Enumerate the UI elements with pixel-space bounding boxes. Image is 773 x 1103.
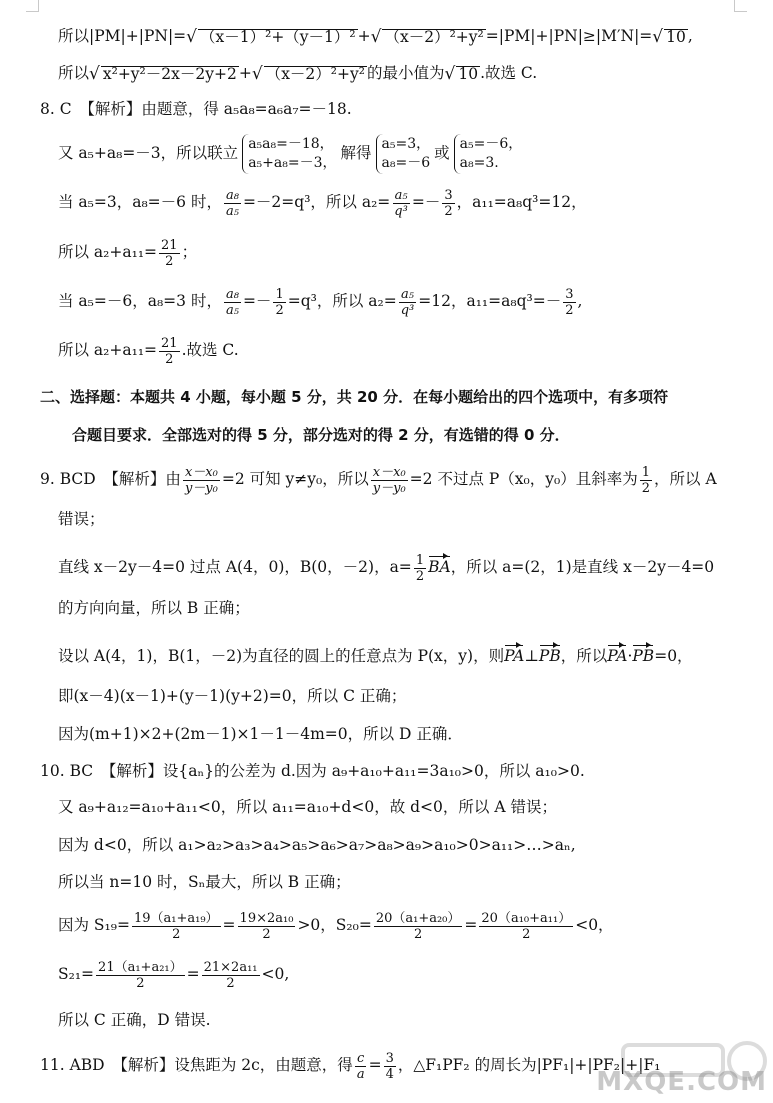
text-segment: =－2=q³，所以 a₂= bbox=[242, 193, 391, 212]
sqrt-content: （x－2）²+y² bbox=[265, 64, 365, 83]
fraction-denominator: 2 bbox=[565, 302, 574, 318]
equation-system bbox=[454, 134, 523, 174]
q8-heading bbox=[40, 93, 773, 127]
text-segment: 所以当 n=10 时，Sₙ最大，所以 B 正确； bbox=[58, 873, 351, 892]
text-segment: = bbox=[186, 965, 200, 984]
equation-system bbox=[242, 134, 336, 174]
fraction bbox=[479, 911, 573, 942]
fraction bbox=[183, 465, 220, 496]
text-segment: 所以|PM|+|PN|= bbox=[58, 27, 187, 46]
fraction-numerator: 20（a₁+a₂₀） bbox=[375, 910, 461, 926]
fraction-denominator: q³ bbox=[394, 203, 408, 219]
fraction bbox=[224, 188, 241, 219]
q8-case-2 bbox=[58, 282, 773, 322]
fraction bbox=[371, 465, 408, 496]
sqrt-sign: √ bbox=[444, 63, 456, 84]
text-segment: .故选 C. bbox=[480, 64, 538, 83]
fraction-denominator: 2 bbox=[444, 203, 453, 219]
q8-sum-1 bbox=[58, 234, 773, 272]
text-segment: 即(x－4)(x－1)+(y－1)(y+2)=0，所以 C 正确； bbox=[58, 687, 407, 706]
section-2-heading-cont bbox=[72, 418, 773, 452]
text-segment: ，所以 a=(2，1)是直线 x－2y－4=0 bbox=[450, 558, 715, 577]
fraction-numerator: a₈ bbox=[225, 187, 239, 203]
text-segment: 因为(m+1)×2+(2m－1)×1－1－4m=0，所以 D 正确． bbox=[58, 725, 463, 744]
text-segment: 所以 a₂+a₁₁= bbox=[58, 243, 158, 262]
q10-line-4 bbox=[58, 866, 773, 900]
fraction-numerator: 3 bbox=[444, 187, 453, 203]
text-segment: =12，a₁₁=a₈q³=－ bbox=[418, 292, 562, 311]
fraction-denominator: a₅ bbox=[225, 302, 239, 318]
q9-line-1 bbox=[40, 460, 773, 500]
sqrt-sign: √ bbox=[251, 63, 263, 84]
question-8-answer: 8. C 【解析】由题意，得 a₅a₈=a₆a₇=－18. bbox=[40, 100, 352, 119]
text-segment: =0， bbox=[654, 647, 693, 666]
fraction-numerator: 19×2a₁₀ bbox=[239, 910, 294, 926]
question-10-answer: 10. BC 【解析】设{aₙ}的公差为 d.因为 a₉+a₁₀+a₁₁=3a₁₀>0，所以 a₁₀>0. bbox=[40, 762, 585, 781]
text-segment: , bbox=[687, 27, 693, 46]
text-segment: <0, bbox=[261, 965, 290, 984]
text-segment: ，△F₁PF₂ 的周长为|PF₁|+|PF₂|+|F₁ bbox=[397, 1056, 661, 1075]
text-segment: 又 a₉+a₁₂=a₁₀+a₁₁<0，所以 a₁₁=a₁₀+d<0，故 d<0，所以 A 错误； bbox=[58, 798, 557, 817]
text-segment: 解得 bbox=[340, 144, 372, 163]
watermark-text: MXQE.COM bbox=[596, 1067, 767, 1097]
text-segment: 当 a₅=－6，a₈=3 时， bbox=[58, 292, 222, 311]
fraction-denominator: 2 bbox=[262, 926, 271, 942]
text-segment: 因为 S₁₉= bbox=[58, 916, 130, 935]
fraction-numerator: 3 bbox=[385, 1050, 394, 1066]
fraction-numerator: x－x₀ bbox=[184, 464, 218, 480]
text-segment: = bbox=[222, 916, 236, 935]
text-segment: 或 bbox=[434, 144, 450, 163]
fraction-numerator: 21（a₁+a₂₁） bbox=[98, 959, 183, 975]
text-segment: = bbox=[464, 916, 478, 935]
text-segment: =2 可知 y≠y₀，所以 bbox=[221, 470, 369, 489]
sqrt-sign: √ bbox=[652, 26, 664, 47]
question-11-answer: 11. ABD 【解析】设焦距为 2c，由题意，得 bbox=[40, 1056, 353, 1075]
fraction-numerator: 1 bbox=[641, 464, 651, 480]
fraction bbox=[442, 188, 454, 219]
system-row: a₅=－6， bbox=[459, 136, 523, 152]
section-heading-text: 合题目要求．全部选对的得 5 分，部分选对的得 2 分，有选错的得 0 分． bbox=[72, 425, 570, 444]
text-segment: 直线 x－2y－4=0 过点 A(4，0)，B(0，－2)，a= bbox=[58, 558, 412, 577]
text-segment: 所以 bbox=[58, 64, 90, 83]
vector-pa: PA bbox=[607, 647, 628, 666]
sqrt-sign: √ bbox=[370, 26, 382, 47]
q10-line-1 bbox=[40, 755, 773, 789]
crop-mark-top-right bbox=[734, 0, 747, 12]
q9-line-3 bbox=[58, 548, 773, 588]
text-segment: ； bbox=[181, 243, 198, 262]
text-segment: 又 a₅+a₈=－3，所以联立 bbox=[58, 144, 239, 163]
fraction bbox=[414, 553, 426, 584]
sqrt-content: 10 bbox=[458, 64, 479, 83]
fraction-denominator: 2 bbox=[136, 975, 145, 991]
system-row: a₅a₈=－18， bbox=[248, 136, 334, 152]
fraction-numerator: c bbox=[357, 1050, 365, 1066]
text-segment: =q³，所以 a₂= bbox=[287, 292, 397, 311]
fraction-denominator: 2 bbox=[522, 926, 531, 942]
fraction-numerator: x－x₀ bbox=[372, 464, 406, 480]
fraction bbox=[159, 336, 180, 367]
fraction-denominator: 2 bbox=[415, 568, 425, 584]
text-segment: =2 不过点 P（x₀，y₀）且斜率为 bbox=[409, 470, 638, 489]
q10-line-2 bbox=[58, 791, 773, 825]
fraction-numerator: a₅ bbox=[401, 286, 414, 302]
text-segment: 当 a₅=3，a₈=－6 时， bbox=[58, 193, 222, 212]
fraction bbox=[132, 911, 221, 942]
fraction bbox=[374, 911, 463, 942]
text-segment: =|PM|+|PN|≥|M′N|= bbox=[485, 27, 653, 46]
fraction-denominator: y－y₀ bbox=[372, 480, 406, 496]
fraction bbox=[224, 287, 241, 318]
text-segment: S₂₁= bbox=[58, 965, 95, 984]
system-row: a₅+a₈=－3， bbox=[248, 155, 337, 171]
text-segment: .故选 C. bbox=[181, 341, 239, 360]
vector-pb: PB bbox=[632, 647, 655, 666]
q9-line-7 bbox=[58, 718, 773, 752]
text-segment: ，所以 bbox=[560, 647, 608, 666]
sqrt-sign: √ bbox=[186, 26, 197, 47]
text-segment: ，a₁₁=a₈q³=12， bbox=[456, 193, 587, 212]
fraction-denominator: 4 bbox=[385, 1066, 394, 1082]
system-row: a₈=－6 bbox=[381, 155, 431, 171]
system-row: a₅=3， bbox=[381, 136, 431, 152]
q8-line-system bbox=[58, 134, 773, 174]
vector-pa: PA bbox=[504, 647, 525, 666]
q9-line-5 bbox=[58, 640, 773, 674]
fraction-numerator: 1 bbox=[415, 552, 425, 568]
q10-line-3 bbox=[58, 829, 773, 863]
text-segment: =－ bbox=[242, 292, 272, 311]
sqrt-content: x²+y²－2x－2y+2 bbox=[102, 64, 237, 83]
text-segment: ⊥ bbox=[524, 647, 539, 666]
q10-line-7 bbox=[58, 1004, 773, 1038]
fraction-numerator: 1 bbox=[275, 286, 284, 302]
sqrt-content: （x－1）²+（y－1）² bbox=[200, 27, 356, 46]
fraction bbox=[640, 465, 652, 496]
text-segment: 所以 a₂+a₁₁= bbox=[58, 341, 158, 360]
fraction-denominator: 2 bbox=[165, 351, 174, 367]
text-segment: ，所以 A bbox=[654, 470, 717, 489]
equation-system bbox=[376, 134, 431, 174]
text-segment: = bbox=[368, 1056, 382, 1075]
system-row: a₈=3. bbox=[459, 155, 499, 171]
text-segment: , bbox=[577, 292, 583, 311]
fraction-numerator: 21×2a₁₁ bbox=[203, 959, 258, 975]
text-segment: 设以 A(4，1)，B(1，－2)为直径的圆上的任意点为 P(x，y)，则 bbox=[58, 647, 505, 666]
sqrt-content: 10 bbox=[666, 27, 686, 46]
fraction-denominator: 2 bbox=[413, 926, 423, 942]
fraction-denominator: q³ bbox=[400, 302, 415, 318]
fraction-denominator: a bbox=[356, 1066, 365, 1082]
sqrt-sign: √ bbox=[89, 63, 100, 84]
q8-case-1 bbox=[58, 184, 773, 222]
fraction-denominator: 2 bbox=[172, 926, 181, 942]
fraction bbox=[273, 287, 285, 318]
fraction bbox=[392, 188, 410, 219]
vector-ba: BA bbox=[428, 558, 451, 577]
fraction bbox=[202, 960, 260, 991]
vector-pb: PB bbox=[538, 647, 561, 666]
fraction-denominator: 2 bbox=[165, 253, 174, 269]
text-segment: 错误； bbox=[58, 510, 105, 529]
section-heading-text: 二、选择题：本题共 4 小题，每小题 5 分，共 20 分．在每小题给出的四个选项中，有多项符 bbox=[40, 387, 669, 406]
fraction-numerator: 20（a₁₀+a₁₁） bbox=[481, 910, 572, 926]
text-segment: 的最小值为 bbox=[366, 64, 445, 83]
text-segment: + bbox=[238, 64, 252, 83]
fraction bbox=[159, 238, 180, 269]
fraction-numerator: 21 bbox=[161, 237, 178, 253]
line-sum-pm-pn bbox=[58, 20, 773, 54]
fraction bbox=[384, 1051, 396, 1082]
section-2-heading bbox=[40, 380, 773, 414]
fraction bbox=[238, 911, 296, 942]
fraction-denominator: a₅ bbox=[225, 203, 239, 219]
q9-line-4 bbox=[58, 592, 773, 626]
text-segment: 所以 C 正确，D 错误. bbox=[58, 1011, 211, 1030]
fraction-denominator: 2 bbox=[275, 302, 284, 318]
q9-line-2 bbox=[58, 503, 773, 537]
text-segment: + bbox=[357, 27, 371, 46]
fraction-numerator: 3 bbox=[565, 286, 574, 302]
text-segment: · bbox=[627, 647, 633, 666]
text-segment: 因为 d<0，所以 a₁>a₂>a₃>a₄>a₅>a₆>a₇>a₈>a₉>a₁₀>0>a₁₁>…>aₙ, bbox=[58, 836, 576, 855]
text-segment: <0， bbox=[575, 916, 614, 935]
fraction-numerator: a₅ bbox=[394, 187, 408, 203]
fraction-numerator: 21 bbox=[161, 335, 178, 351]
fraction-denominator: y－y₀ bbox=[184, 480, 218, 496]
q10-line-5 bbox=[58, 906, 773, 946]
text-segment: 的方向向量，所以 B 正确； bbox=[58, 599, 250, 618]
sqrt-content: （x－2）²+y² bbox=[384, 27, 484, 46]
fraction bbox=[563, 287, 575, 318]
question-9-answer: 9. BCD 【解析】由 bbox=[40, 470, 181, 489]
fraction bbox=[355, 1051, 367, 1082]
fraction-numerator: a₈ bbox=[225, 286, 239, 302]
line-min-value bbox=[58, 57, 773, 91]
q9-line-6 bbox=[58, 680, 773, 714]
fraction bbox=[96, 960, 185, 991]
fraction-denominator: 2 bbox=[226, 975, 235, 991]
fraction-numerator: 19（a₁+a₁₉） bbox=[133, 910, 219, 926]
text-segment: >0，S₂₀= bbox=[297, 916, 372, 935]
text-segment: =－ bbox=[411, 193, 441, 212]
fraction-denominator: 2 bbox=[641, 480, 651, 496]
q8-sum-2 bbox=[58, 332, 773, 370]
crop-mark-top-left bbox=[26, 0, 39, 12]
fraction bbox=[399, 287, 417, 318]
q10-line-6 bbox=[58, 955, 773, 995]
